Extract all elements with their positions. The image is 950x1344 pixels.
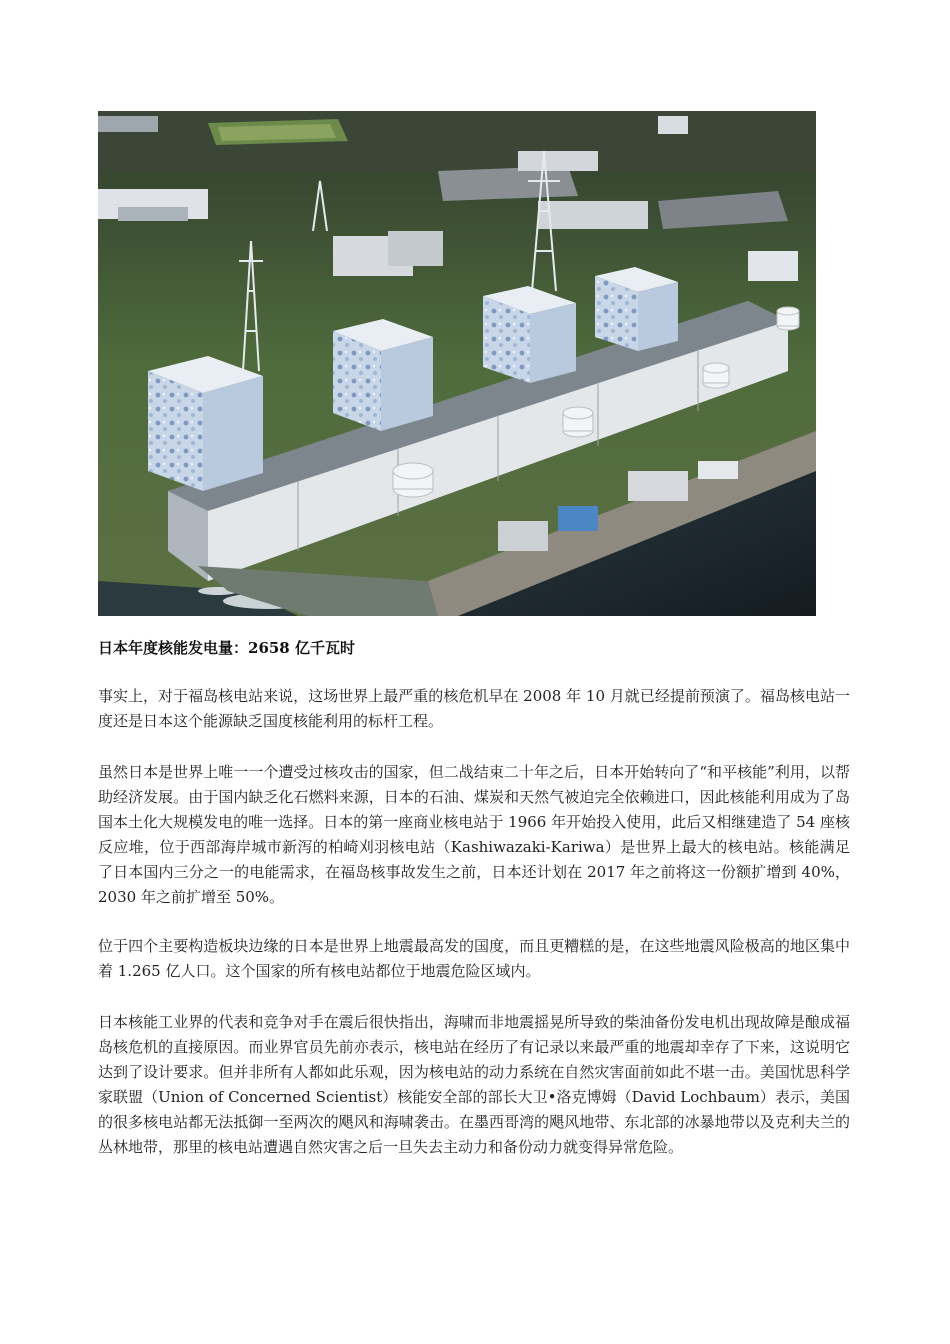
aerial-photo-illustration xyxy=(98,111,816,616)
nuclear-plant-photo xyxy=(98,111,816,616)
paragraph-1: 事实上，对于福岛核电站来说，这场世界上最严重的核危机早在 2008 年 10 月就已经提前预演了。福岛核电站一度还是日本这个能源缺乏国度核能利用的标杆工程。 xyxy=(98,687,850,730)
paragraph-4: 日本核能工业界的代表和竞争对手在震后很快指出，海啸而非地震摇晃所导致的柴油备份发电机出现故障是酿成福岛核危机的直接原因。而业界官员先前亦表示，核电站在经历了有记录以来最严重的地震却幸存了下来，这说明它达到了设计要求。但并非所有人都如此乐观，因为核电站的动力系统在自然灾害面前如此不堪一击。美国忧思科学家联盟（Union of Concerned Scientist）核能安全部的部长大卫•洛克博姆（David Lochbaum）表示，美国的很多核电站都无法抵御一至两次的飓风和海啸袭击。在墨西哥湾的飓风地带、东北部的冰暴地带以及克利夫兰的丛林地带，那里的核电站遭遇自然灾害之后一旦失去主动力和备份动力就变得异常危险。 xyxy=(98,1013,850,1156)
paragraph-3: 位于四个主要构造板块边缘的日本是世界上地震最高发的国度，而且更糟糕的是，在这些地震风险极高的地区集中着 1.265 亿人口。这个国家的所有核电站都位于地震危险区域内。 xyxy=(98,937,850,980)
paragraph-2: 虽然日本是世界上唯一一个遭受过核攻击的国家，但二战结束二十年之后，日本开始转向了“和平核能”利用，以帮助经济发展。由于国内缺乏化石燃料来源，日本的石油、煤炭和天然气被迫完全依赖进口，因此核能利用成为了岛国本土化大规模发电的唯一选择。日本的第一座商业核电站于 1966 年开始投入使用，此后又相继建造了 54 座核反应堆，位于西部海岸城市新泻的柏崎刈羽核电站（Kashiwazaki-Kariwa）是世界上最大的核电站。核能满足了日本国内三分之一的电能需求，在福岛核事故发生之前，日本还计划在 2017 年之前将这一份额扩增到 40%，2030 年之前扩增至 50%。 xyxy=(98,763,850,906)
article-heading: 日本年度核能发电量：2658 亿千瓦时 xyxy=(98,639,355,657)
